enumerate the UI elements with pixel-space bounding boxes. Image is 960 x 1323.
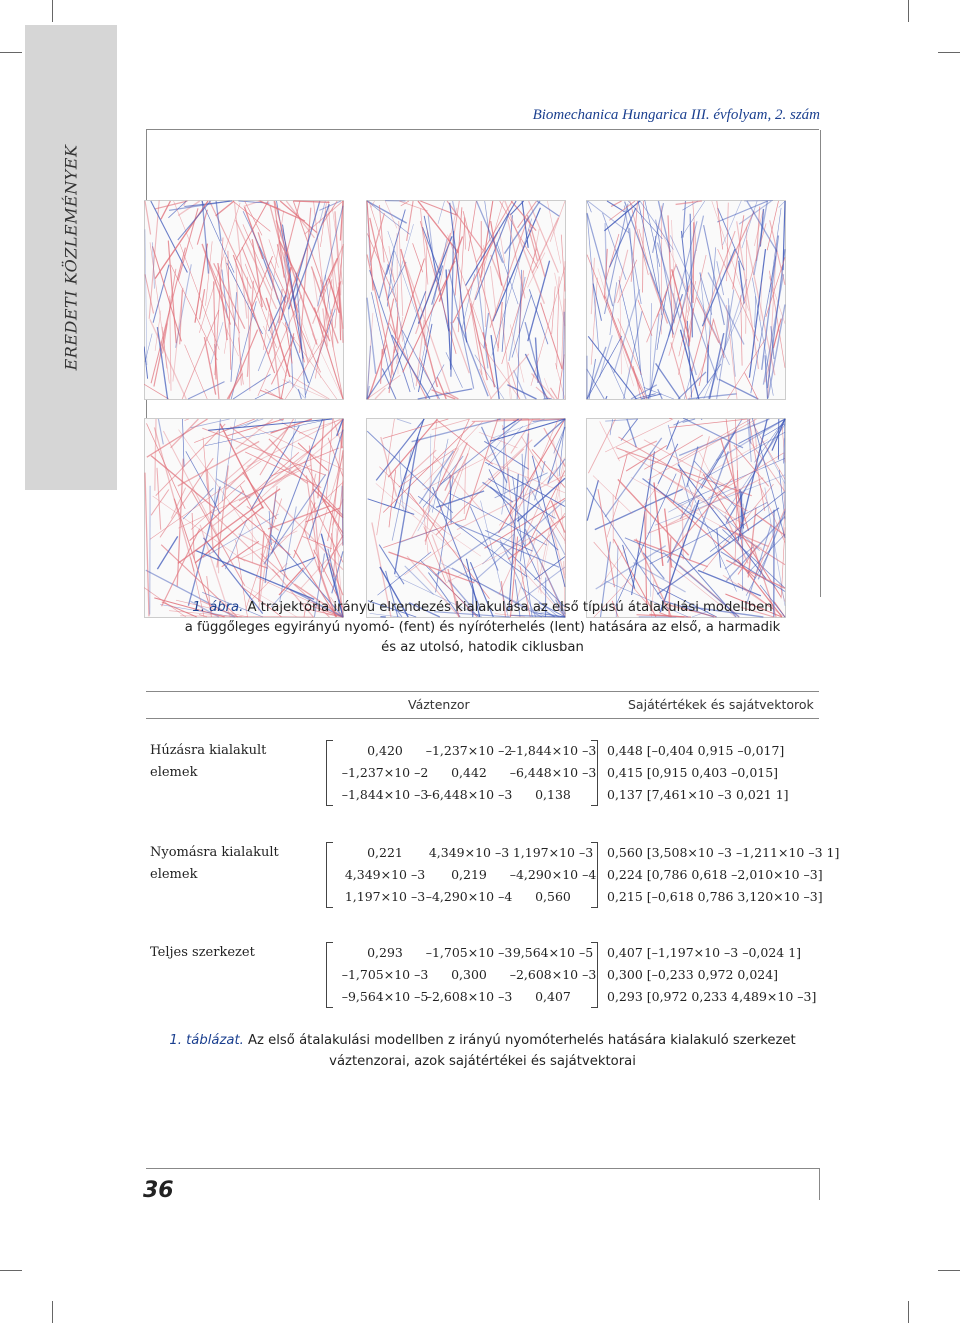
matrix-cell: 0,442: [451, 765, 487, 780]
compression-trajectory: [503, 419, 504, 493]
matrix-row: [326, 986, 598, 1008]
table-top-rule: [146, 691, 819, 692]
matrix-row: [326, 886, 598, 908]
matrix-cell: –4,290×10 –4: [425, 889, 513, 904]
eigen-values-vectors: [607, 740, 789, 806]
matrix-cell: 0,407: [535, 989, 571, 1004]
matrix-cell: 1,197×10 –3: [344, 889, 426, 904]
matrix-row: [326, 740, 598, 762]
matrix-cell: –1,705×10 –3: [341, 967, 429, 982]
matrix-cell: –1,844×10 –3: [341, 787, 429, 802]
trajectory-panel-shear-cycle-6: [586, 418, 786, 618]
figure-caption: 1. ábra. A trajektória irányú elrendezés kialakulása az első típusú átalakulási modellben a függőleges egyirányú nyomó- (fent) és nyíróterhelés (lent) hatására az első, a harmadik és az utolsó, hatodik ciklusban: [184, 600, 781, 655]
matrix-cell: –9,564×10 –5: [341, 989, 429, 1004]
matrix-cell: –4,290×10 –4: [509, 867, 597, 882]
matrix-cell: –2,608×10 –3: [509, 967, 597, 982]
tension-trajectory: [661, 206, 662, 335]
matrix-cell: –6,448×10 –3: [509, 765, 597, 780]
matrix-cell: 0,219: [451, 867, 487, 882]
section-sidebar-label: EREDETI KÖZLEMÉNYEK: [61, 144, 81, 371]
table-row-label: Teljes szerkezet: [150, 945, 255, 960]
figure-label: 1. ábra.: [192, 600, 244, 615]
eigen-values-vectors: [607, 942, 816, 1008]
trajectory-field: [586, 418, 786, 618]
matrix-row: [326, 784, 598, 806]
table-header-stress: Váztenzor: [408, 697, 470, 712]
trajectory-field: [144, 418, 344, 618]
table-row-label: Húzásra kialakult elemek: [150, 743, 267, 780]
trajectory-panel-shear-cycle-3: [366, 418, 566, 618]
matrix-row: [326, 964, 598, 986]
trajectory-panel-compression-cycle-3: [366, 200, 566, 400]
eigen-values-vectors: [607, 842, 839, 908]
eigen-line: 0,415 [0,915 0,403 –0,015]: [607, 765, 779, 780]
panel-frame: [145, 419, 344, 618]
matrix-cell: 0,560: [535, 889, 571, 904]
eigen-line: 0,300 [–0,233 0,972 0,024]: [607, 967, 779, 982]
eigen-line: 0,215 [–0,618 0,786 3,120×10 –3]: [607, 889, 823, 904]
eigen-line: 0,448 [–0,404 0,915 –0,017]: [607, 743, 785, 758]
matrix-cell: 4,349×10 –3: [428, 845, 510, 860]
matrix-cell: 4,349×10 –3: [344, 867, 426, 882]
trajectory-panel-compression-cycle-6: [586, 200, 786, 400]
matrix-cell: –6,448×10 –3: [425, 787, 513, 802]
matrix-cell: 0,138: [535, 787, 571, 802]
stress-tensor-matrix: [326, 740, 598, 806]
matrix-cell: 1,197×10 –3: [512, 845, 594, 860]
table-caption: 1. táblázat. Az első átalakulási modellben z irányú nyomóterhelés hatására kialakuló szerkezet váztenzorai, azok sajátértékei és sajátvektorai: [169, 1033, 796, 1069]
trajectory-panel-shear-cycle-1: [144, 418, 344, 618]
matrix-row: [326, 762, 598, 784]
compression-trajectory: [563, 312, 564, 399]
table-header-rule: [146, 718, 819, 719]
matrix-cell: –1,705×10 –3: [425, 945, 513, 960]
table-row-label: Nyomásra kialakult elemek: [150, 845, 279, 882]
matrix-cell: 0,221: [367, 845, 403, 860]
tension-trajectory: [528, 419, 529, 482]
matrix-cell: 0,300: [451, 967, 487, 982]
table-header-eigen: Sajátértékek és sajátvektorok: [628, 697, 814, 712]
trajectory-field: [144, 200, 344, 400]
eigen-line: 0,407 [–1,197×10 –3 –0,024 1]: [607, 945, 802, 960]
tension-trajectory: [565, 530, 566, 575]
footer-vrule: [819, 1168, 820, 1200]
trajectory-panel-compression-cycle-1: [144, 200, 344, 400]
trajectory-field: [366, 200, 566, 400]
table-label: 1. táblázat.: [169, 1033, 244, 1048]
eigen-line: 0,137 [7,461×10 –3 0,021 1]: [607, 787, 789, 802]
matrix-cell: 0,420: [367, 743, 403, 758]
eigen-line: 0,560 [3,508×10 –3 –1,211×10 –3 1]: [607, 845, 840, 860]
eigen-line: 0,293 [0,972 0,233 4,489×10 –3]: [607, 989, 817, 1004]
page-number: 36: [143, 1178, 174, 1203]
matrix-cell: –1,237×10 –2: [341, 765, 429, 780]
stress-tensor-matrix: [326, 842, 598, 908]
stress-tensor-matrix: [326, 942, 598, 1008]
matrix-row: [326, 842, 598, 864]
matrix-cell: –2,608×10 –3: [425, 989, 513, 1004]
matrix-cell: 9,564×10 –5: [512, 945, 594, 960]
matrix-cell: –1,237×10 –2: [425, 743, 513, 758]
journal-header: Biomechanica Hungarica III. évfolyam, 2. szám: [532, 107, 820, 123]
eigen-line: 0,224 [0,786 0,618 –2,010×10 –3]: [607, 867, 823, 882]
matrix-cell: –1,844×10 –3: [509, 743, 597, 758]
footer-rule: [146, 1168, 819, 1169]
trajectory-field: [366, 418, 566, 618]
matrix-row: [326, 864, 598, 886]
matrix-row: [326, 942, 598, 964]
trajectory-field: [586, 200, 786, 400]
matrix-cell: 0,293: [367, 945, 403, 960]
